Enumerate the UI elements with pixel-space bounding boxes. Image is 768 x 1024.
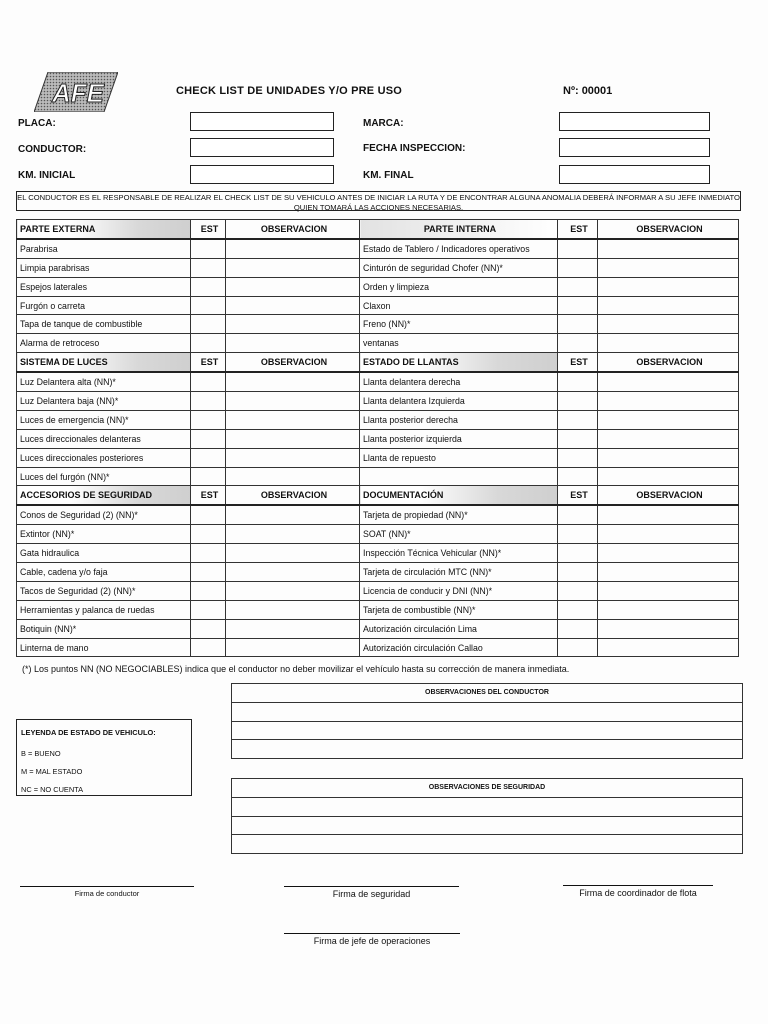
table-row (17, 619, 739, 638)
est-cell[interactable] (558, 544, 598, 563)
item-label-right: Llanta posterior izquierda (360, 429, 558, 448)
item-label-right: Llanta de repuesto (360, 448, 558, 467)
observaciones-seguridad-box (231, 778, 743, 854)
item-label-left: Alarma de retroceso (17, 334, 191, 353)
observacion-header: OBSERVACION (226, 220, 360, 239)
observacion-cell[interactable] (226, 600, 360, 619)
km-final-label: KM. FINAL (363, 170, 414, 181)
observacion-cell[interactable] (226, 392, 360, 411)
table-row (17, 600, 739, 619)
est-header: EST (558, 220, 598, 239)
conductor-label: CONDUCTOR: (18, 144, 87, 155)
legend-title: LEYENDA DE ESTADO DE VEHICULO: (21, 728, 156, 737)
est-cell[interactable] (191, 525, 226, 544)
item-label-right: Tarjeta de propiedad (NN)* (360, 505, 558, 524)
observacion-cell[interactable] (598, 315, 739, 334)
table-row (17, 638, 739, 657)
page-title: CHECK LIST DE UNIDADES Y/O PRE USO (176, 85, 403, 97)
observaciones-seguridad-line[interactable] (232, 797, 743, 816)
item-label-right: Claxon (360, 296, 558, 315)
table-row (17, 258, 739, 277)
est-cell[interactable] (558, 410, 598, 429)
placa-field[interactable] (190, 112, 334, 131)
observacion-cell[interactable] (226, 544, 360, 563)
est-cell[interactable] (191, 544, 226, 563)
section-title-right: PARTE INTERNA (360, 220, 558, 239)
est-cell[interactable] (191, 372, 226, 391)
item-label-left: Extintor (NN)* (17, 525, 191, 544)
observaciones-conductor-line[interactable] (232, 740, 743, 759)
est-cell[interactable] (191, 638, 226, 657)
observacion-cell[interactable] (598, 410, 739, 429)
item-label-left: Luces del furgón (NN)* (17, 467, 191, 486)
item-label-left: Luces direccionales delanteras (17, 429, 191, 448)
item-label-right: Llanta posterior derecha (360, 410, 558, 429)
table-row (17, 429, 739, 448)
observacion-cell[interactable] (598, 239, 739, 258)
item-label-right: Llanta delantera derecha (360, 372, 558, 391)
est-cell[interactable] (558, 239, 598, 258)
section-title-right: ESTADO DE LLANTAS (360, 353, 558, 372)
est-cell[interactable] (558, 429, 598, 448)
item-label-right (360, 467, 558, 486)
est-cell[interactable] (191, 258, 226, 277)
conductor-field[interactable] (190, 138, 334, 157)
est-cell[interactable] (191, 467, 226, 486)
section-header-row (17, 220, 739, 239)
observacion-header: OBSERVACION (226, 353, 360, 372)
observacion-cell[interactable] (598, 296, 739, 315)
section-header-row (17, 486, 739, 505)
observacion-header: OBSERVACION (226, 486, 360, 505)
legend-bueno: B = BUENO (21, 749, 61, 758)
item-label-right: Freno (NN)* (360, 315, 558, 334)
observacion-cell[interactable] (226, 372, 360, 391)
est-cell[interactable] (191, 239, 226, 258)
observaciones-seguridad-line[interactable] (232, 835, 743, 854)
observacion-cell[interactable] (226, 258, 360, 277)
est-header: EST (191, 220, 226, 239)
est-cell[interactable] (191, 296, 226, 315)
section-title-right: DOCUMENTACIÓN (360, 486, 558, 505)
table-row (17, 277, 739, 296)
observacion-cell[interactable] (226, 505, 360, 524)
observacion-cell[interactable] (598, 525, 739, 544)
item-label-right: Cinturón de seguridad Chofer (NN)* (360, 258, 558, 277)
est-cell[interactable] (558, 315, 598, 334)
observaciones-conductor-line[interactable] (232, 702, 743, 721)
observacion-cell[interactable] (598, 581, 739, 600)
fecha-inspeccion-label: FECHA INSPECCION: (363, 143, 466, 154)
est-header: EST (191, 353, 226, 372)
observaciones-seguridad-line[interactable] (232, 816, 743, 835)
form-number-value: 00001 (581, 85, 613, 97)
table-row (17, 334, 739, 353)
item-label-left: Herramientas y palanca de ruedas (17, 600, 191, 619)
table-row (17, 315, 739, 334)
observacion-cell[interactable] (598, 600, 739, 619)
observaciones-seguridad-title: OBSERVACIONES DE SEGURIDAD (232, 779, 743, 798)
afe-logo (34, 72, 118, 112)
item-label-left: Conos de Seguridad (2) (NN)* (17, 505, 191, 524)
item-label-left: Luz Delantera baja (NN)* (17, 392, 191, 411)
observacion-cell[interactable] (598, 392, 739, 411)
est-cell[interactable] (558, 392, 598, 411)
est-cell[interactable] (191, 410, 226, 429)
item-label-right: SOAT (NN)* (360, 525, 558, 544)
item-label-right: Inspección Técnica Vehicular (NN)* (360, 544, 558, 563)
observacion-cell[interactable] (598, 467, 739, 486)
table-row (17, 296, 739, 315)
observacion-cell[interactable] (226, 334, 360, 353)
item-label-left: Espejos laterales (17, 277, 191, 296)
est-cell[interactable] (191, 619, 226, 638)
logo-text: AFE (52, 78, 104, 108)
observacion-cell[interactable] (598, 505, 739, 524)
est-cell[interactable] (558, 619, 598, 638)
observacion-cell[interactable] (226, 296, 360, 315)
item-label-left: Tapa de tanque de combustible (17, 315, 191, 334)
item-label-left: Parabrisa (17, 239, 191, 258)
item-label-left: Furgón o carreta (17, 296, 191, 315)
est-cell[interactable] (191, 563, 226, 582)
observacion-header: OBSERVACION (598, 486, 739, 505)
section-header-row (17, 353, 739, 372)
item-label-left: Luz Delantera alta (NN)* (17, 372, 191, 391)
km-inicial-field[interactable] (190, 165, 334, 184)
section-title-left: ACCESORIOS DE SEGURIDAD (17, 486, 191, 505)
table-row (17, 392, 739, 411)
table-row (17, 563, 739, 582)
observacion-cell[interactable] (226, 239, 360, 258)
fecha-inspeccion-field[interactable] (559, 138, 710, 157)
marca-label: MARCA: (363, 118, 404, 129)
est-cell[interactable] (191, 505, 226, 524)
observacion-cell[interactable] (598, 277, 739, 296)
table-row (17, 239, 739, 258)
marca-field[interactable] (559, 112, 710, 131)
observacion-cell[interactable] (598, 372, 739, 391)
table-row (17, 372, 739, 391)
item-label-right: Licencia de conducir y DNI (NN)* (360, 581, 558, 600)
observacion-cell[interactable] (598, 619, 739, 638)
observacion-cell[interactable] (226, 638, 360, 657)
observacion-cell[interactable] (226, 467, 360, 486)
km-final-field[interactable] (559, 165, 710, 184)
checklist-table (16, 219, 739, 657)
observacion-cell[interactable] (598, 258, 739, 277)
est-cell[interactable] (558, 372, 598, 391)
est-header: EST (558, 486, 598, 505)
legend-no-cuenta: NC = NO CUENTA (21, 785, 84, 794)
table-row (17, 467, 739, 486)
vehicle-status-legend (16, 719, 192, 796)
firma-conductor-line[interactable]: Firma de conductor (20, 886, 194, 898)
est-cell[interactable] (191, 315, 226, 334)
est-cell[interactable] (558, 467, 598, 486)
table-row (17, 525, 739, 544)
observacion-cell[interactable] (226, 563, 360, 582)
est-cell[interactable] (558, 334, 598, 353)
est-cell[interactable] (558, 258, 598, 277)
legend-mal-estado: M = MAL ESTADO (21, 767, 83, 776)
firma-jefe-operaciones-line[interactable]: Firma de jefe de operaciones (284, 933, 460, 946)
est-cell[interactable] (558, 600, 598, 619)
responsibility-notice: EL CONDUCTOR ES EL RESPONSABLE DE REALIZAR EL CHECK LIST DE SU VEHICULO ANTES DE INICIAR LA RUTA Y DE ENCONTRAR ALGUNA ANOMALIA DEBERÁ INFORMAR A SU JEFE INMEDIATO QUIEN TOMARÁ LAS ACCIONES NECESARIAS. (17, 193, 740, 212)
observacion-cell[interactable] (226, 525, 360, 544)
item-label-left: Luces de emergencia (NN)* (17, 410, 191, 429)
table-row (17, 410, 739, 429)
observacion-cell[interactable] (226, 619, 360, 638)
item-label-right: Tarjeta de circulación MTC (NN)* (360, 563, 558, 582)
observacion-header: OBSERVACION (598, 220, 739, 239)
table-row (17, 505, 739, 524)
item-label-left: Botiquin (NN)* (17, 619, 191, 638)
item-label-right: Tarjeta de combustible (NN)* (360, 600, 558, 619)
firma-seguridad-line[interactable]: Firma de seguridad (284, 886, 459, 899)
observacion-cell[interactable] (598, 334, 739, 353)
observacion-cell[interactable] (226, 448, 360, 467)
observacion-header: OBSERVACION (598, 353, 739, 372)
item-label-right: Autorización circulación Lima (360, 619, 558, 638)
est-cell[interactable] (191, 392, 226, 411)
item-label-right: ventanas (360, 334, 558, 353)
table-row (17, 581, 739, 600)
item-label-right: Autorización circulación Callao (360, 638, 558, 657)
table-row (17, 544, 739, 563)
item-label-left: Limpia parabrisas (17, 258, 191, 277)
table-row (17, 448, 739, 467)
section-title-left: PARTE EXTERNA (17, 220, 191, 239)
est-header: EST (191, 486, 226, 505)
observacion-cell[interactable] (226, 315, 360, 334)
est-cell[interactable] (558, 277, 598, 296)
est-cell[interactable] (558, 505, 598, 524)
observacion-cell[interactable] (598, 448, 739, 467)
observaciones-conductor-title: OBSERVACIONES DEL CONDUCTOR (232, 684, 743, 703)
est-cell[interactable] (191, 448, 226, 467)
observacion-cell[interactable] (226, 581, 360, 600)
est-cell[interactable] (558, 525, 598, 544)
item-label-right: Llanta delantera Izquierda (360, 392, 558, 411)
observacion-cell[interactable] (598, 429, 739, 448)
item-label-left: Gata hidraulica (17, 544, 191, 563)
observacion-cell[interactable] (598, 563, 739, 582)
observacion-cell[interactable] (226, 410, 360, 429)
item-label-left: Luces direccionales posteriores (17, 448, 191, 467)
est-cell[interactable] (191, 600, 226, 619)
observacion-cell[interactable] (226, 277, 360, 296)
item-label-left: Linterna de mano (17, 638, 191, 657)
item-label-right: Orden y limpieza (360, 277, 558, 296)
est-cell[interactable] (558, 638, 598, 657)
est-cell[interactable] (191, 429, 226, 448)
placa-label: PLACA: (18, 118, 56, 129)
section-title-left: SISTEMA DE LUCES (17, 353, 191, 372)
item-label-right: Estado de Tablero / Indicadores operativos (360, 239, 558, 258)
observaciones-conductor-box (231, 683, 743, 759)
est-cell[interactable] (191, 334, 226, 353)
km-inicial-label: KM. INICIAL (18, 170, 76, 181)
form-number: Nº: 00001 (563, 85, 613, 97)
observacion-cell[interactable] (226, 429, 360, 448)
est-cell[interactable] (558, 581, 598, 600)
observacion-cell[interactable] (598, 638, 739, 657)
est-cell[interactable] (558, 563, 598, 582)
firma-coordinador-line[interactable]: Firma de coordinador de flota (563, 885, 713, 898)
item-label-left: Cable, cadena y/o faja (17, 563, 191, 582)
nn-footnote: (*) Los puntos NN (NO NEGOCIABLES) indica que el conductor no deber movilizar el vehículo hasta su corrección de manera inmediata. (22, 664, 570, 674)
est-cell[interactable] (558, 296, 598, 315)
est-cell[interactable] (558, 448, 598, 467)
observaciones-conductor-line[interactable] (232, 721, 743, 740)
observacion-cell[interactable] (598, 544, 739, 563)
item-label-left: Tacos de Seguridad (2) (NN)* (17, 581, 191, 600)
est-header: EST (558, 353, 598, 372)
est-cell[interactable] (191, 277, 226, 296)
est-cell[interactable] (191, 581, 226, 600)
